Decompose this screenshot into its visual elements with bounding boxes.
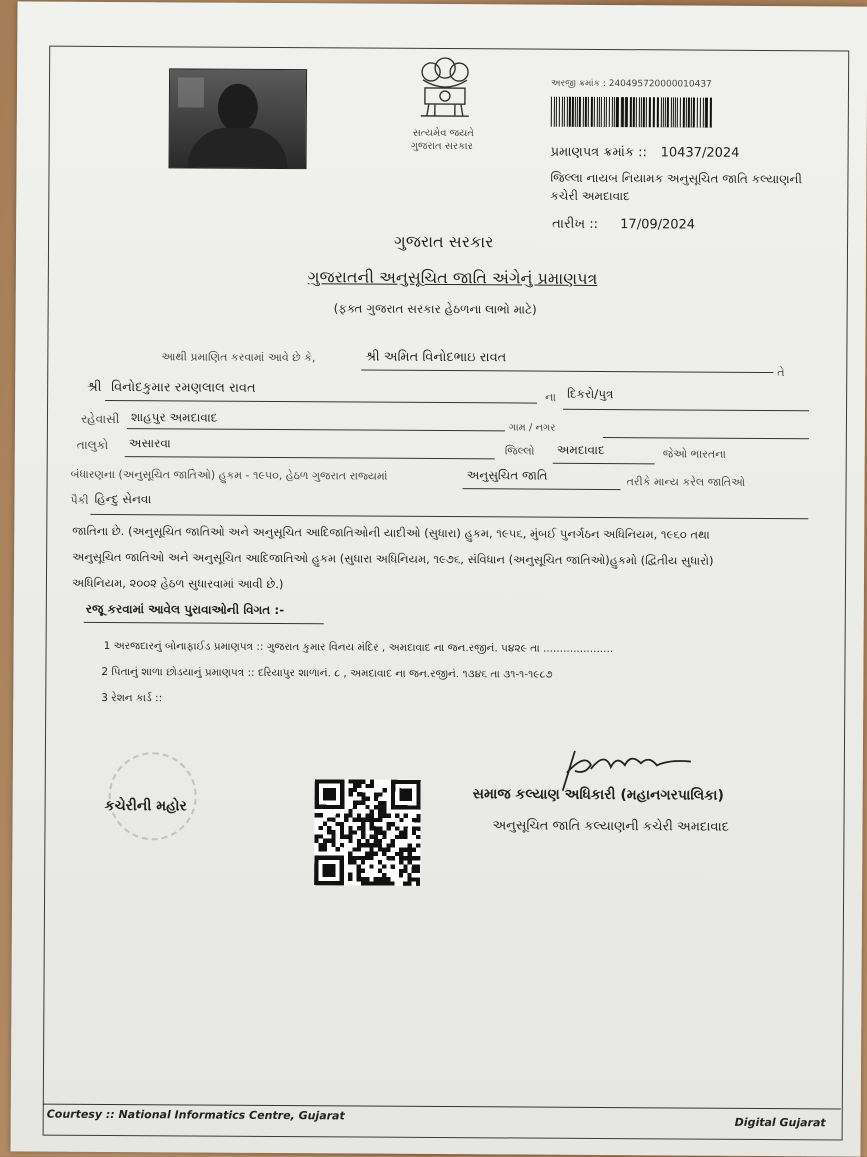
caste-category: અનુસુચિત જાતિ — [467, 468, 548, 483]
government-title: ગુજરાત સરકાર — [394, 232, 494, 253]
caste-name: હિન્દુ સેનવા — [94, 492, 151, 507]
certificate-sheet — [10, 1, 867, 1156]
signatory-office: અનુસૂચિત જાતિ કલ્યાણની કચેરી અમદાવાદ — [492, 818, 729, 834]
shri-label: શ્રી — [87, 380, 101, 395]
recognized-text: તરીકે માન્ય કરેલ જાતિઓ — [627, 475, 746, 490]
village-city-label: ગામ / નગર — [509, 422, 556, 433]
issue-date: 17/09/2024 — [620, 217, 695, 232]
office-line-2: કચેરી અમદાવાદ — [550, 189, 630, 204]
father-name: વિનોદકુમાર રમણલાલ રાવત — [111, 380, 256, 396]
evidence-item-2: 2 પિતાનું શાળા છોડયાનું પ્રમાણપત્ર :: દરિયાપુર શાળાનં. ૮ , અમદાવાદ ના જન.રજીનં. ૧૩૪૬ તા ૩૧-૧-૧૯૮૭ — [101, 666, 552, 682]
district-value: અમદાવાદ — [557, 443, 605, 458]
certificate-number: 10437/2024 — [661, 145, 740, 160]
certify-prefix: આથી પ્રમાણિત કરવામાં આવે છે કે, — [161, 350, 315, 365]
certificate-number-label: પ્રમાણપત્ર ક્રમાંક :: — [551, 145, 647, 161]
who-india: જેઓ ભારતના — [663, 447, 726, 461]
resident-value: શાહપુર અમદાવાદ — [131, 410, 218, 426]
office-line-1: જિલ્લા નાયબ નિયામક અનુસૂચિત જાતિ કલ્યાણની — [550, 171, 802, 188]
certificate-border — [43, 46, 850, 1141]
taluka-value: અસારવા — [129, 436, 171, 451]
person-name: શ્રી અમિત વિનોદભાઇ રાવત — [365, 350, 506, 366]
digital-gujarat-text: Digital Gujarat — [735, 1116, 826, 1130]
qr-code-icon — [314, 779, 421, 886]
legal-para-line-2: અનુસૂચિત જાતિઓ અને અનુસૂચિત આદિજાતિઓ હુકમ (સુધારા અધિનિયમ, ૧૯૭૬, સંવિધાન (અનુસૂચિત જાતિઓ)હુકમો (દ્વિતીય સુધારો) — [72, 550, 713, 569]
na-label: ના — [545, 391, 556, 405]
emblem-caption-1: સત્યમેવ જયતે — [413, 128, 474, 139]
faint-stamp — [108, 752, 197, 841]
emblem-caption-2: ગુજરાત સરકાર — [411, 141, 473, 152]
resident-label: રહેવાસી — [81, 412, 119, 427]
legal-para-line-3: અધિનિયમ, ૨૦૦૨ હેઠળ સુધારવામાં આવી છે.) — [72, 576, 284, 592]
certificate-subtitle: (ફક્ત ગુજરાત સરકાર હેઠળના લાભો માટે) — [334, 301, 537, 317]
certificate-title: ગુજરાતની અનુસૂચિત જાતિ અંગેનું પ્રમાણપત્ર — [308, 267, 598, 289]
taluka-label: તાલુકો — [77, 438, 109, 453]
courtesy-text: Courtesy :: National Informatics Centre, Gujarat — [47, 1108, 345, 1123]
evidence-item-3: 3 રેશન કાર્ડ :: — [101, 692, 162, 705]
evidence-item-1: 1 અરજદારનું બોનાફાઈડ પ્રમાણપત્ર :: ગુજરાત કુમાર વિનય મંદિર , અમદાવાદ ના જન.રજીનં. ૫૪૨૯ તા ..................... — [104, 640, 614, 656]
office-seal-label: કચેરીની મહોર — [105, 798, 187, 815]
among-label: પૈકી — [70, 494, 88, 508]
constitution-text: બંધારણના (અનુસૂચિત જાતિઓ) હુકમ - ૧૯૫૦, હેઠળ ગુજરાત રાજ્યમાં — [71, 468, 388, 484]
applicant-photo — [169, 68, 308, 169]
barcode-icon — [551, 97, 713, 128]
date-label: તારીખ :: — [552, 217, 598, 232]
signatory-title: સમાજ કલ્યાણ અધિકારી (મહાનગરપાલિકા) — [473, 786, 724, 804]
district-label: જિલ્લો — [505, 444, 535, 458]
evidence-heading: રજૂ કરવામાં આવેલ પુરાવાઓની વિગત :- — [86, 602, 285, 618]
application-number: અરજી ક્રમાંક : 240495720000010437 — [551, 79, 712, 90]
te-label: તે — [777, 366, 784, 380]
relation: દિકરો/પુત્ર — [567, 387, 613, 402]
legal-para-line-1: જાતિના છે. (અનુસૂચિત જાતિઓ અને અનુસૂચિત આદિજાતિઓની યાદીઓ (સુધારા) હુકમ, ૧૯૫૬, મુંબઈ પુનર્ગઠન અધિનિયમ, ૧૯૬૦ તથા — [72, 524, 709, 543]
